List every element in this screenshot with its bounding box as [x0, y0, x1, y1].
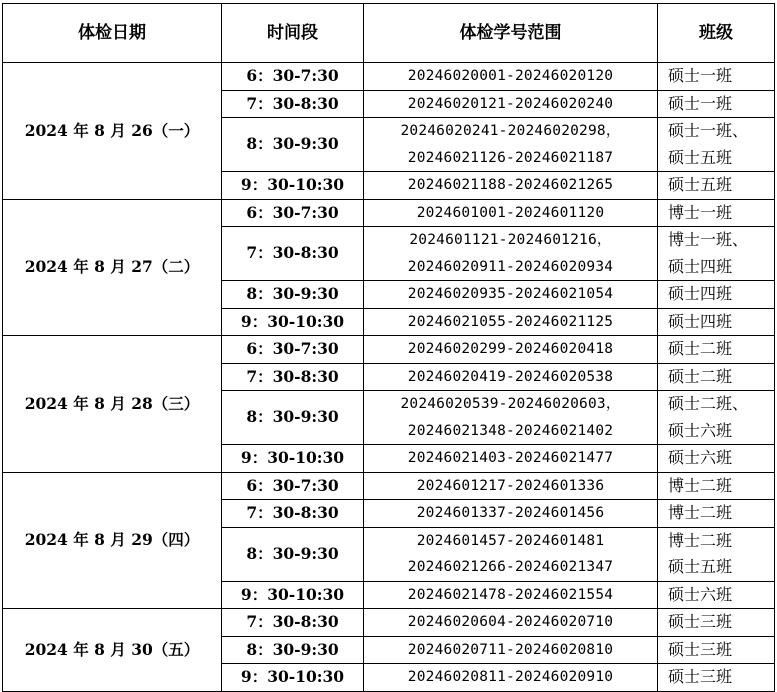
id-range-cell: [364, 472, 658, 500]
id-range-line: 2024601457-2024601481: [416, 532, 605, 549]
time-slot-cell: 9：30-10:30: [222, 172, 364, 200]
class-cell: [658, 664, 775, 692]
id-range-cell: [364, 281, 658, 309]
id-range-line: 20246020911-20246020934: [407, 258, 614, 275]
class-name-line: 博士二班: [668, 475, 733, 495]
class-cell: [658, 118, 775, 172]
id-range-line: 20246020121-20246020240: [407, 95, 614, 112]
id-range-line: 20246020711-20246020810: [407, 641, 614, 658]
class-name-line: 硕士一班、: [668, 121, 749, 140]
id-range-line: 2024601001-2024601120: [416, 204, 605, 221]
id-range-line: 20246020604-20246020710: [407, 614, 614, 630]
table-row: [3, 199, 775, 227]
class-cell: [658, 336, 775, 364]
class-cell: [658, 581, 775, 609]
class-name-line: 硕士三班: [668, 612, 733, 631]
id-range-cell: [364, 445, 658, 473]
id-range-cell: [364, 500, 658, 528]
id-range-line: 20246021266-20246021347: [407, 559, 614, 575]
class-name-line: 硕士五班: [668, 175, 733, 194]
id-range-line: 20246021126-20246021187: [407, 149, 614, 166]
class-cell: [658, 445, 775, 473]
table-row: [3, 609, 775, 637]
id-range-line: 20246020419-20246020538: [407, 368, 614, 385]
time-slot-cell: 6：30-7:30: [222, 199, 364, 227]
exam-date-cell: 2024 年 8 月 27（二）: [3, 199, 222, 336]
time-slot-cell: 8：30-9:30: [222, 281, 364, 309]
id-range-line: 20246020935-20246021054: [407, 286, 614, 302]
time-slot-cell: 7：30-8:30: [222, 90, 364, 118]
class-name-line: 硕士三班: [668, 667, 733, 686]
class-cell: [658, 636, 775, 664]
time-slot-cell: 6：30-7:30: [222, 336, 364, 364]
id-range-line: 2024601121-2024601216，: [409, 232, 612, 248]
id-range-cell: [364, 609, 658, 637]
class-cell: [658, 90, 775, 118]
class-name-line: 硕士二班: [668, 339, 733, 358]
id-range-cell: [364, 391, 658, 445]
class-cell: [658, 199, 775, 227]
header-id-range: 体检学号范围: [364, 4, 658, 63]
id-range-line: 20246020539-20246020603，: [400, 396, 621, 412]
id-range-line: 2024601217-2024601336: [416, 477, 605, 494]
class-cell: [658, 500, 775, 528]
class-cell: [658, 527, 775, 581]
class-cell: [658, 363, 775, 391]
id-range-cell: [364, 227, 658, 281]
header-class: 班级: [658, 4, 775, 63]
id-range-line: 20246021403-20246021477: [407, 450, 614, 466]
class-cell: [658, 63, 775, 91]
id-range-cell: [364, 63, 658, 91]
id-range-cell: [364, 308, 658, 336]
id-range-cell: [364, 118, 658, 172]
id-range-line: 20246021188-20246021265: [407, 177, 614, 193]
class-cell: [658, 281, 775, 309]
table-row: [3, 336, 775, 364]
id-range-line: 20246020001-20246020120: [407, 68, 614, 84]
class-name-line: 硕士六班: [668, 584, 733, 604]
time-slot-cell: 9：30-10:30: [222, 445, 364, 473]
schedule-table: [2, 3, 775, 692]
id-range-line: 20246020811-20246020910: [407, 669, 614, 685]
id-range-line: 2024601337-2024601456: [416, 505, 605, 521]
id-range-cell: [364, 336, 658, 364]
class-cell: [658, 308, 775, 336]
class-name-line: 硕士四班: [668, 311, 733, 331]
class-name-line: 硕士四班: [668, 256, 733, 276]
time-slot-cell: 8：30-9:30: [222, 118, 364, 172]
header-time: 时间段: [222, 4, 364, 63]
class-cell: [658, 227, 775, 281]
class-cell: [658, 609, 775, 637]
time-slot-cell: 8：30-9:30: [222, 636, 364, 664]
id-range-cell: [364, 199, 658, 227]
class-name-line: 硕士一班: [668, 93, 733, 113]
exam-date-cell: 2024 年 8 月 29（四）: [3, 472, 222, 609]
id-range-line: 20246021055-20246021125: [407, 313, 614, 330]
id-range-cell: [364, 581, 658, 609]
time-slot-cell: 8：30-9:30: [222, 527, 364, 581]
class-cell: [658, 391, 775, 445]
id-range-cell: [364, 527, 658, 581]
time-slot-cell: 7：30-8:30: [222, 227, 364, 281]
class-name-line: 硕士四班: [668, 284, 733, 303]
id-range-cell: [364, 90, 658, 118]
id-range-line: 20246021478-20246021554: [407, 586, 614, 603]
class-name-line: 硕士五班: [668, 147, 733, 167]
id-range-line: 20246020241-20246020298，: [400, 123, 621, 139]
class-name-line: 硕士六班: [668, 420, 733, 440]
exam-date-cell: 2024 年 8 月 28（三）: [3, 336, 222, 473]
time-slot-cell: 6：30-7:30: [222, 472, 364, 500]
table-header: [3, 4, 775, 63]
id-range-cell: [364, 172, 658, 200]
time-slot-cell: 9：30-10:30: [222, 581, 364, 609]
class-name-line: 博士一班、: [668, 230, 749, 249]
time-slot-cell: 9：30-10:30: [222, 664, 364, 692]
class-cell: [658, 172, 775, 200]
time-slot-cell: 9：30-10:30: [222, 308, 364, 336]
time-slot-cell: 8：30-9:30: [222, 391, 364, 445]
class-name-line: 硕士三班: [668, 639, 733, 659]
class-name-line: 硕士一班: [668, 66, 733, 85]
id-range-cell: [364, 363, 658, 391]
table-row: [3, 63, 775, 91]
class-name-line: 博士二班: [668, 503, 733, 522]
class-name-line: 硕士六班: [668, 448, 733, 467]
id-range-cell: [364, 664, 658, 692]
class-name-line: 博士一班: [668, 202, 733, 222]
class-name-line: 硕士五班: [668, 557, 733, 576]
id-range-line: 20246021348-20246021402: [407, 422, 614, 439]
header-row: [3, 4, 775, 63]
exam-date-cell: 2024 年 8 月 26（一）: [3, 63, 222, 200]
table-body: [3, 63, 775, 692]
class-name-line: 硕士二班: [668, 366, 733, 386]
time-slot-cell: 7：30-8:30: [222, 363, 364, 391]
time-slot-cell: 7：30-8:30: [222, 500, 364, 528]
class-name-line: 硕士二班、: [668, 394, 749, 413]
class-name-line: 博士二班: [668, 530, 733, 550]
exam-date-cell: 2024 年 8 月 30（五）: [3, 609, 222, 692]
class-cell: [658, 472, 775, 500]
id-range-line: 20246020299-20246020418: [407, 341, 614, 357]
time-slot-cell: 7：30-8:30: [222, 609, 364, 637]
time-slot-cell: 6：30-7:30: [222, 63, 364, 91]
id-range-cell: [364, 636, 658, 664]
table-row: [3, 472, 775, 500]
header-date: 体检日期: [3, 4, 222, 63]
